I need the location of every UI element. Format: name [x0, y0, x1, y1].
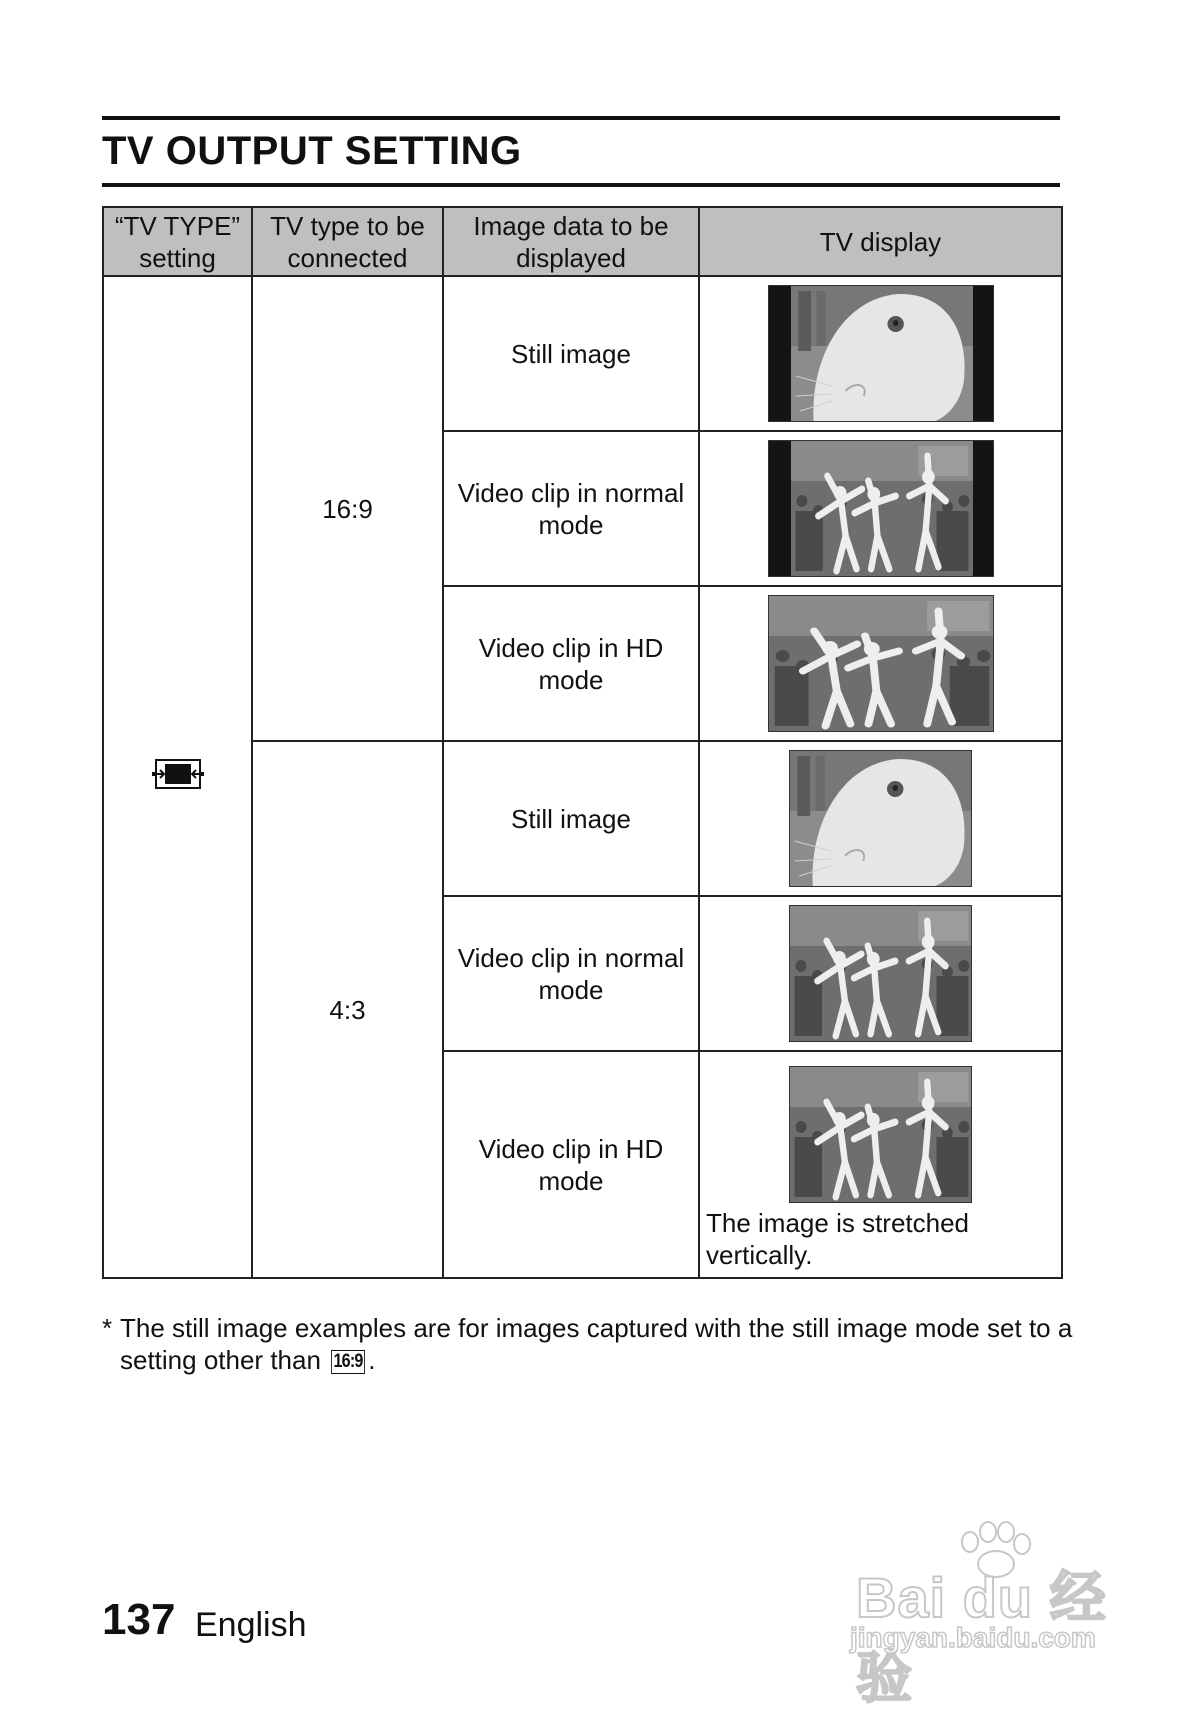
header-image-data: Image data to be displayed [443, 207, 699, 276]
tv-type-cell-16-9: 16:9 [252, 276, 443, 741]
tv-display-cell [699, 1051, 1062, 1278]
image-data-cell: Still image [443, 276, 699, 431]
rabbit-4-3-thumbnail [789, 750, 972, 887]
footnote-text: The still image examples are for images captured with the still image mode set to a setting other than [120, 1313, 1073, 1375]
tv-display-cell [699, 586, 1062, 741]
baidu-watermark [850, 1520, 1130, 1709]
dancers-full-width-thumbnail [768, 595, 994, 732]
footnote-text-wrap [102, 1312, 1082, 1376]
image-data-cell: Video clip in HD mode [443, 1051, 699, 1278]
dancers-stretched-thumbnail [789, 1066, 972, 1203]
table-header-row [103, 207, 1062, 276]
tv-type-cell-4-3: 4:3 [252, 741, 443, 1278]
page-number: 137 [102, 1595, 176, 1644]
dancers-pillarboxed-thumbnail [768, 440, 994, 577]
dancers-4-3-thumbnail [789, 905, 972, 1042]
watermark-url: jingyan.baidu.com [850, 1622, 1096, 1653]
page-language: English [195, 1606, 307, 1644]
header-tv-type-setting: “TV TYPE” setting [103, 207, 252, 276]
title-rule-bottom [102, 183, 1060, 187]
footnote-end: . [368, 1345, 376, 1375]
footnote [102, 1312, 1082, 1376]
page-title: TV OUTPUT SETTING [102, 129, 522, 173]
footnote-marker: * [102, 1313, 113, 1343]
header-tv-display: TV display [699, 207, 1062, 276]
image-data-cell: Video clip in normal mode [443, 896, 699, 1051]
table-row [103, 276, 1062, 431]
watermark-brand: Bai du 经验 [856, 1566, 1107, 1709]
tv-display-cell [699, 741, 1062, 896]
tv-output-table [102, 206, 1063, 1279]
image-data-cell: Video clip in HD mode [443, 586, 699, 741]
tv-display-cell [699, 431, 1062, 586]
widescreen-mode-icon [152, 757, 204, 791]
stretched-note: The image is stretched vertically. [706, 1208, 970, 1270]
tv-display-cell [699, 896, 1062, 1051]
tv-type-setting-cell [103, 276, 252, 1278]
image-data-cell: Video clip in normal mode [443, 431, 699, 586]
title-rule-top [102, 116, 1060, 120]
image-data-cell: Still image [443, 741, 699, 896]
tv-display-cell [699, 276, 1062, 431]
header-tv-type-connected: TV type to be connected [252, 207, 443, 276]
aspect-16-9-badge: 16:9 [331, 1350, 365, 1374]
rabbit-pillarboxed-thumbnail [768, 285, 994, 422]
